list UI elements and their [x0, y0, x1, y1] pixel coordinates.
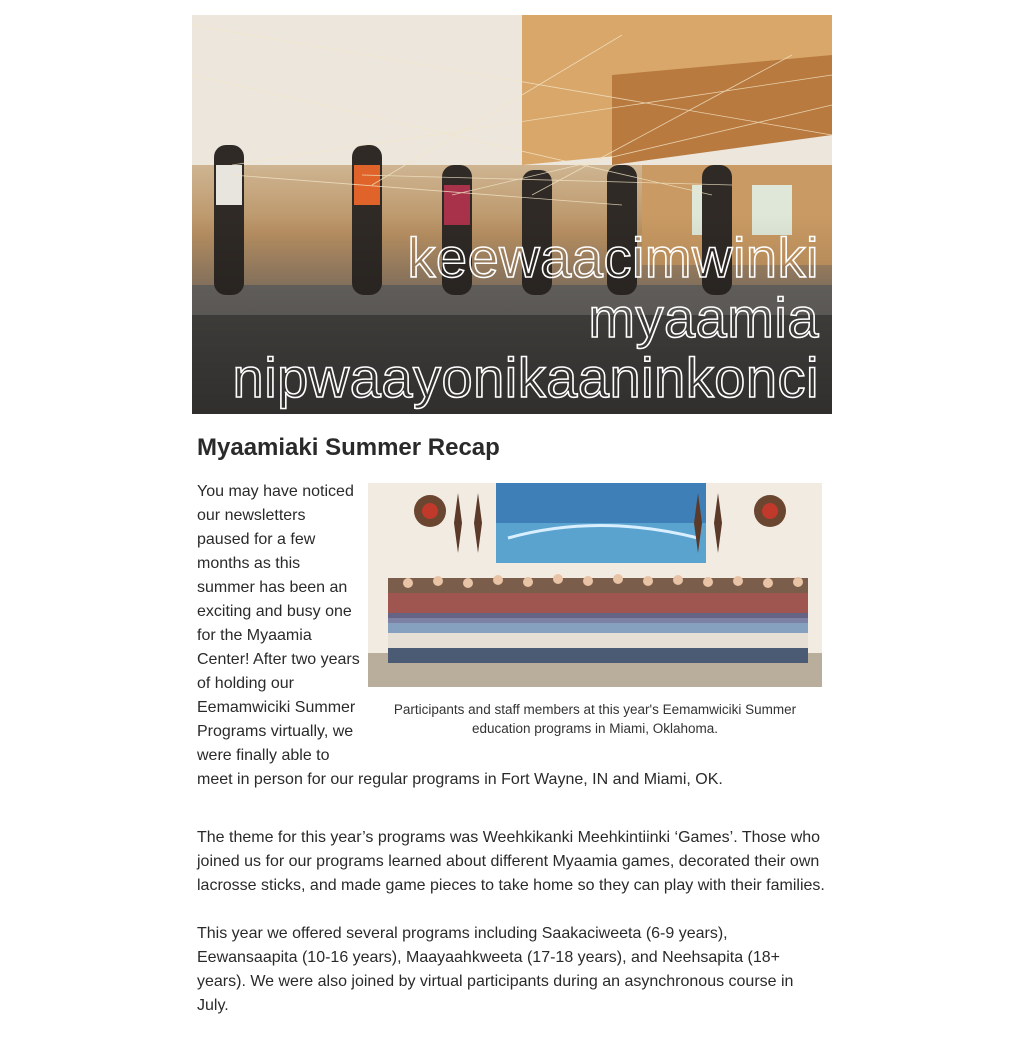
hero-title [233, 228, 819, 408]
newsletter-container [192, 15, 832, 1042]
hero-title-line-2: myaamia [588, 286, 819, 349]
article-heading: Myaamiaki Summer Recap [197, 434, 500, 461]
photo-caption: Participants and staff members at this year's Eemamwiciki Summer education programs in Miami, Oklahoma. [393, 702, 797, 736]
paragraph-3: This year we offered several programs including Saakaciweeta (6-9 years), Eewansaapita (10-16 years), Maayaahkweeta (17-18 years), and Neehsapita (18+ years). We were also joined by virtual participants during an asynchronous course in July. [197, 925, 794, 1014]
hero-title-line-3: nipwaayonikaaninkonci [232, 346, 819, 409]
group-photo [368, 483, 822, 687]
hero-title-line-1: keewaacimwinki [407, 226, 819, 289]
paragraph-1: You may have noticed our newsletters paused for a few months as this summer has been an exciting and busy one for the Myaamia Center! After two years of holding our Eemamwiciki Summer Programs virtually, we were finally able to meet in person for our regular programs in Fort Wayne, IN and Miami, OK. [197, 483, 723, 788]
hero-banner [192, 15, 832, 414]
group-photo-image [368, 483, 822, 687]
group-photo-figure [368, 483, 822, 738]
article-content [192, 434, 832, 1018]
paragraph-2: The theme for this year’s programs was Weehkikanki Meehkintiinki ‘Games’. Those who joined us for our programs learned about different Myaamia games, decorated their own lacrosse sticks, and made game pieces to take home so they can play with their families. [197, 829, 825, 894]
